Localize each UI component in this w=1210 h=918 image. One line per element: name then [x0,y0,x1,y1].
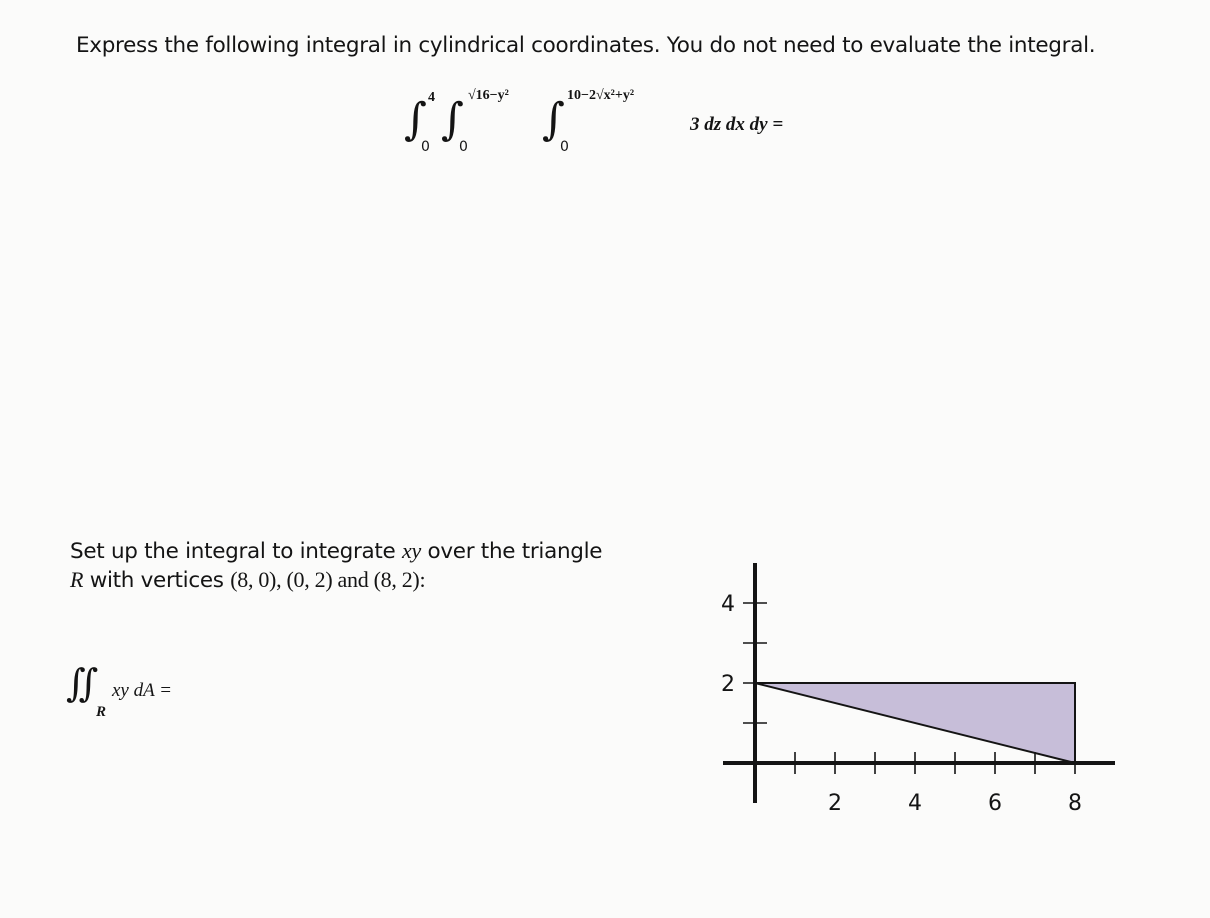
middle-lower-limit: 0 [459,139,468,155]
prompt1-end: over the triangle [427,539,603,564]
problem1-prompt: Express the following integral in cylindrical coordinates. You do not need to evaluate the integral. [76,33,1096,58]
x-tick-label: 4 [908,791,922,816]
inner-integral-sign: ∫ [542,94,565,145]
double-integral-sign: ∬ [66,661,99,705]
problem2-integrand: xy dA = [112,680,172,701]
problem1-integrand: 3 dz dx dy = [690,114,784,135]
middle-integral-sign: ∫ [441,94,464,145]
prompt2-text: with vertices [89,568,224,593]
y-tick-label: 4 [721,592,735,617]
y-tick-label: 2 [721,672,735,697]
outer-integral-sign: ∫ [404,94,427,145]
outer-upper-limit: 4 [428,90,435,105]
prompt2-vertices: (8, 0), (0, 2) and (8, 2): [230,567,426,592]
region-triangle [755,683,1075,763]
x-tick-label: 2 [828,791,842,816]
inner-upper-limit: 10−2√x²+y² [567,88,635,103]
region-subscript: R [96,704,107,720]
prompt2-variable: R [70,567,84,592]
outer-lower-limit: 0 [421,139,430,155]
prompt1-variable: xy [402,538,421,563]
middle-upper-limit: √16−y² [468,88,509,103]
prompt1-start: Set up the integral to integrate [70,539,396,564]
x-tick-label: 8 [1068,791,1082,816]
x-tick-label: 6 [988,791,1002,816]
inner-lower-limit: 0 [560,139,569,155]
